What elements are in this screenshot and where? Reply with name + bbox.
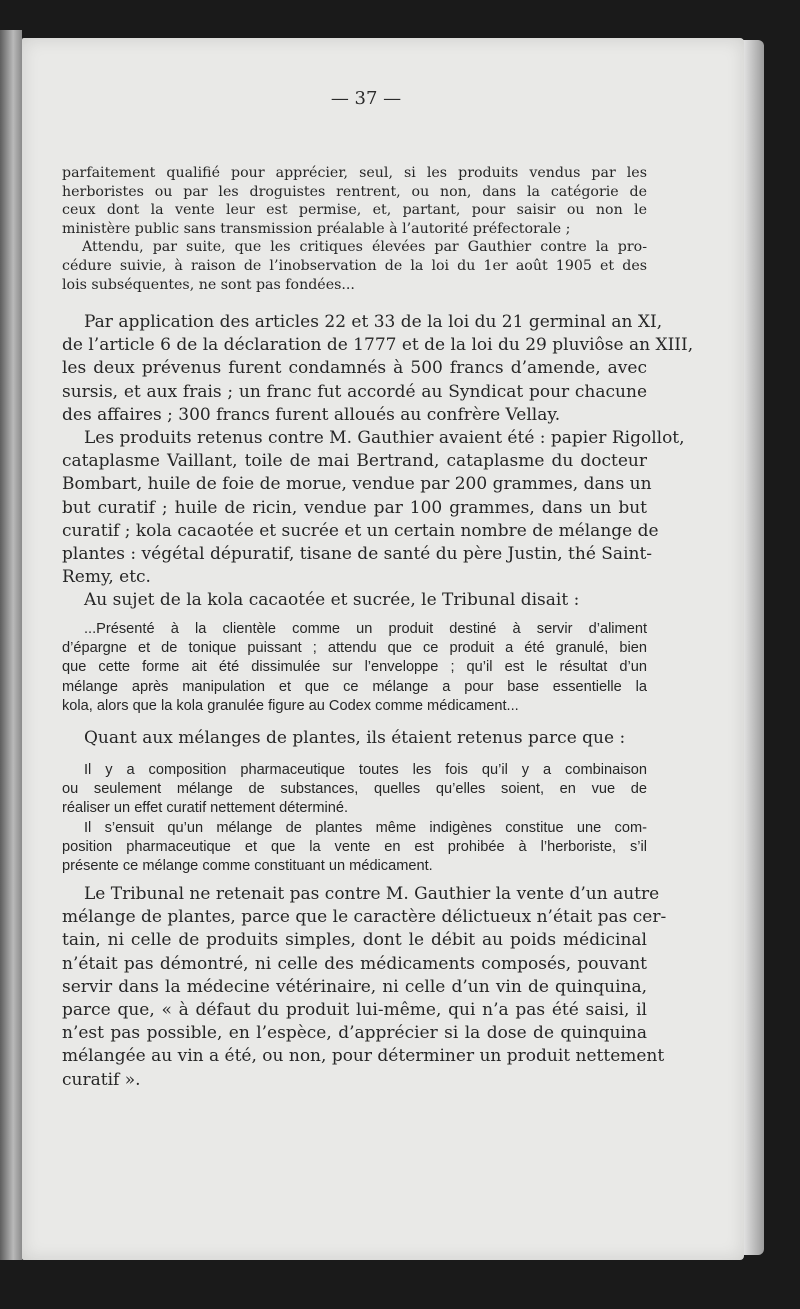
text-line: Il y a composition pharmaceutique toutes les fois qu’il y a combinaison — [84, 762, 647, 778]
text-line: lois subséquentes, ne sont pas fondées... — [62, 276, 355, 293]
text-line: Les produits retenus contre M. Gauthier avaient été : papier Rigollot, — [84, 428, 685, 449]
text-line: tain, ni celle de produits simples, dont le débit au poids médicinal — [62, 930, 647, 951]
text-line: kola, alors que la kola granulée figure au Codex comme médicament... — [62, 697, 519, 714]
quoted-judgment-continuation — [62, 164, 647, 294]
text-line: Le Tribunal ne retenait pas contre M. Gauthier la vente d’un autre — [84, 884, 660, 904]
text-line: ou seulement mélange de substances, quelles qu’elles soient, en vue de — [62, 781, 647, 798]
text-line: Remy, etc. — [62, 567, 151, 588]
text-line: les deux prévenus furent condamnés à 500 francs d’amende, avec — [62, 358, 647, 379]
text-line: d’épargne et de tonique puissant ; attendu que ce produit a été granulé, bien — [62, 640, 647, 657]
text-line: but curatif ; huile de ricin, vendue par 100 grammes, dans un but — [62, 497, 647, 518]
text-line: des affaires ; 300 francs furent alloués au confrère Vellay. — [62, 404, 561, 425]
text-line: cédure suivie, à raison de l’inobservation de la loi du 1er août 1905 et des — [62, 257, 647, 274]
text-line: Par application des articles 22 et 33 de la loi du 21 germinal an XI, — [84, 312, 663, 332]
text-line: Il s’ensuit qu’un mélange de plantes même indigènes constitue une com- — [84, 819, 647, 836]
scan-border-left — [0, 30, 22, 1260]
text-line: curatif ». — [62, 1069, 141, 1090]
text-line: mélangée au vin a été, ou non, pour déterminer un produit nettement — [62, 1046, 665, 1067]
text-line: présente ce mélange comme constituant un médicament. — [62, 858, 433, 875]
plants-intro — [62, 727, 647, 750]
text-line: mélange de plantes, parce que le caractère délictueux n’était pas cer- — [62, 907, 667, 928]
text-line: mélange après manipulation et que ce mélange a pour base essentielle la — [62, 678, 647, 695]
text-line: Attendu, par suite, que les critiques élevées par Gauthier contre la pro- — [82, 239, 647, 256]
text-line: n’était pas démontré, ni celle des médicaments composés, pouvant — [62, 953, 647, 974]
text-line: curatif ; kola cacaotée et sucrée et un certain nombre de mélange de — [62, 520, 659, 541]
text-line: Au sujet de la kola cacaotée et sucrée, le Tribunal disait : — [84, 590, 580, 611]
text-line: réaliser un effet curatif nettement déterminé. — [62, 800, 349, 817]
text-line: sursis, et aux frais ; un franc fut accordé au Syndicat pour chacune — [62, 381, 647, 402]
text-line: n’est pas possible, en l’espèce, d’apprécier si la dose de quinquina — [62, 1023, 647, 1044]
text-line: plantes : végétal dépuratif, tisane de santé du père Justin, thé Saint- — [62, 544, 653, 565]
closing-paragraph — [62, 883, 667, 1092]
text-line: Bombart, huile de foie de morue, vendue par 200 grammes, dans un — [62, 474, 652, 495]
text-line: parce que, « à défaut du produit lui-même, qui n’a pas été saisi, il — [62, 1000, 647, 1021]
page-number: — 37 — — [330, 88, 402, 109]
text-line: ministère public sans transmission préalable à l’autorité préfectorale ; — [62, 220, 571, 237]
quote-plants — [62, 761, 647, 876]
text-line: position pharmaceutique et que la vente en est prohibée à l’herboriste, s’il — [62, 838, 647, 855]
text-line: ...Présenté à la clientèle comme un produit destiné à servir d’aliment — [84, 621, 647, 637]
text-line: herboristes ou par les droguistes rentrent, ou non, dans la catégorie de — [62, 183, 647, 200]
text-line: parfaitement qualifié pour apprécier, seul, si les produits vendus par les — [62, 165, 647, 181]
text-line: que cette forme ait été dissimulée sur l’enveloppe ; qu’il est le résultat d’un — [62, 659, 647, 676]
quote-kola — [62, 620, 647, 716]
text-line: cataplasme Vaillant, toile de mai Bertrand, cataplasme du docteur — [62, 451, 647, 472]
body-paragraphs — [62, 311, 694, 613]
text-line: ceux dont la vente leur est permise, et, partant, pour saisir ou non le — [62, 202, 647, 219]
text-line: de l’article 6 de la déclaration de 1777 et de la loi du 29 pluviôse an XIII, — [62, 335, 694, 356]
text-line: servir dans la médecine vétérinaire, ni celle d’un vin de quinquina, — [62, 976, 647, 997]
text-line: Quant aux mélanges de plantes, ils étaient retenus parce que : — [84, 728, 626, 748]
